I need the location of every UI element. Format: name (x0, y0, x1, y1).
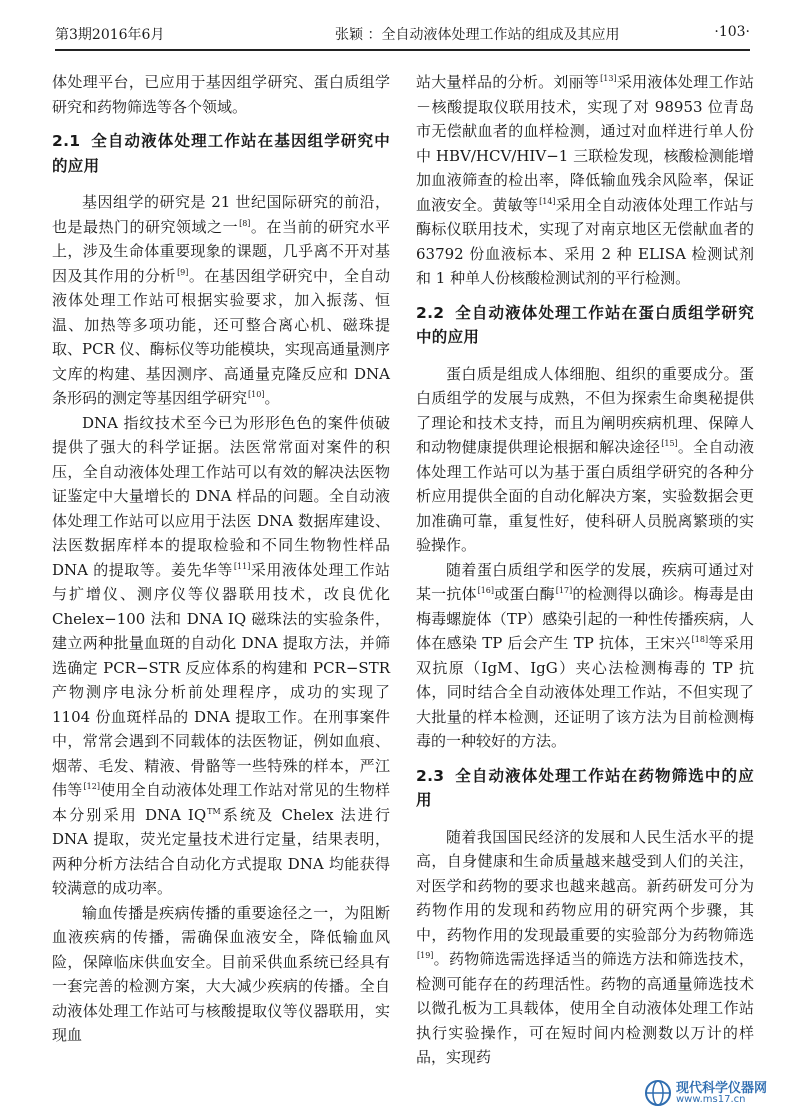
section-heading-2-3 (416, 764, 754, 813)
watermark-name: 现代科学仪器网 (676, 1081, 768, 1096)
text-run: 使用全自动液体处理工作站对常见的生物样本分别采用 DNA IQ (52, 781, 390, 824)
watermark[interactable] (640, 1075, 790, 1111)
section-number: 2.1 (52, 132, 81, 150)
text-run: 。全自动液体处理工作站可以为基于蛋白质组学研究的各种分析应用提供全面的自动化解决方案，实验数据会更加准确可靠，重复性好，使科研人员脱离繁琐的实验操作。 (416, 438, 754, 554)
section-number: 2.3 (416, 766, 445, 785)
header-rule (55, 49, 750, 51)
text-run: 或蛋白酶 (494, 585, 555, 603)
citation: [14] (539, 196, 556, 206)
citation: [9] (177, 267, 189, 277)
left-column (52, 70, 390, 1048)
text-run: 蛋白质是组成人体细胞、组织的重要成分。蛋白质组学的发展与成熟，不但为探索生命奥秘提供了理论和技术支持，而且为阐明疾病机理、保障人和动物健康提供理论根据和解决途径 (416, 364, 754, 456)
text-run: 随着我国国民经济的发展和人民生活水平的提高，自身健康和生命质量越来越受到人们的关注，对医学和药物的要求也越来越高。新药研发可分为药物作用的发现和药物应用的研究两个步骤，其中，药物作用的发现最重要的实验部分为药物筛选 (416, 827, 754, 944)
text-run: 。在当前的研究水平上，涉及生命体重要现象的课题，几乎离不开对基因及其作用的分析 (52, 217, 390, 285)
citation: [18] (691, 635, 709, 644)
trademark-mark: TM (207, 806, 221, 816)
text-run: 站大量样品的分析。刘丽等 (416, 73, 600, 91)
section-title: 全自动液体处理工作站在药物筛选中的应用 (416, 766, 754, 809)
article-running-title: 张颖 ：全自动液体处理工作站的组成及其应用 (335, 27, 620, 43)
section-title: 全自动液体处理工作站在基因组学研究中的应用 (52, 132, 390, 175)
text-run: 采用液体处理工作站与扩增仪、测序仪等仪器联用技术，改良优化 Chelex−100 法和 DNA IQ 磁珠法的实验条件，建立两种批量血斑的自动化 DNA 提取方法，并筛选确定 PCR−STR 反应体系的构建和 PCR−STR 产物测序电泳分析前处理程序，成功的实现了 1104 份血斑样品的 DNA 提取工作。在刑事案件中，常常会遇到不同载体的法医物证，例如血痕、烟蒂、毛发、精液、骨骼等一些特殊的样本，严江伟等 (52, 560, 390, 799)
watermark-url[interactable]: www.ms17.cn (676, 1094, 746, 1105)
text-run: 基因组学的研究是 21 世纪国际研究的前沿，也是最热门的研究领域之一 (52, 193, 390, 236)
citation: [11] (233, 561, 251, 571)
section-title: 全自动液体处理工作站在蛋白质组学研究中的应用 (416, 303, 754, 346)
section-number: 2.2 (416, 303, 445, 322)
section-heading-2-1 (52, 129, 390, 178)
text-run: 系统及 Chelex 法进行 DNA 提取，荧光定量技术进行定量，结果表明，两种分析方法结合自动化方式提取 DNA 均能获得较满意的成功率。 (52, 805, 391, 897)
citation: [8] (239, 218, 251, 228)
text-run: 。 (264, 389, 280, 407)
paragraph (52, 190, 390, 411)
issue-label: 第3期2016年6月 (55, 27, 165, 43)
text-run: 。药物筛选需选择适当的筛选方法和筛选技术，检测可能存在的药理活性。药物的高通量筛选技术以微孔板为工具载体，使用全自动液体处理工作站执行实验操作，可在短时间内检测数以万计的样品，实现药 (416, 950, 754, 1066)
citation: [17] (555, 586, 573, 595)
paragraph (416, 825, 754, 1070)
text-run: DNA 指纹技术至今已为形形色色的案件侦破提供了强大的科学证据。法医常常面对案件的积压，全自动液体处理工作站可以有效的解决法医物证鉴定中大量增长的 DNA 样品的问题。全自动液体处理工作站可以应用于法医 DNA 数据库建设、法医数据库样本的提取检验和不同生物物性样品 DNA 的提取等。姜先华等 (52, 413, 390, 579)
text-run: 。在基因组学研究中，全自动液体处理工作站可根据实验要求，加入振荡、恒温、加热等多项功能，还可整合离心机、磁珠提取、PCR 仪、酶标仪等功能模块，实现高通量测序文库的构建、基因测序、高通量克隆反应和 DNA 条形码的测定等基因组学研究 (52, 266, 390, 407)
citation: [16] (477, 586, 495, 595)
page-number: ·103· (714, 24, 750, 40)
text-run: 的检测得以确诊。梅毒是由梅毒螺旋体（TP）感染引起的一种性传播疾病，人体在感染 TP 后会产生 TP 抗体，王宋兴 (416, 585, 754, 652)
citation: [13] (600, 74, 617, 83)
running-header (55, 24, 750, 46)
text-run: 采用液体处理工作站－核酸提取仪联用技术，实现了对 98953 位青岛市无偿献血者的血样检测，通过对血样进行单人份中 HBV/HCV/HIV−1 三联检发现，核酸检测能增加血液筛查的检出率，降低输血残余风险率，保证血液安全。黄敏等 (416, 73, 754, 214)
paragraph (52, 411, 390, 901)
paragraph: 体处理平台，已应用于基因组学研究、蛋白质组学研究和药物筛选等各个领域。 (52, 73, 390, 116)
text-run: 随着蛋白质组学和医学的发展，疾病可通过对某一抗体 (416, 560, 754, 603)
paragraph: 输血传播是疾病传播的重要途径之一，为阻断血液疾病的传播，需确保血液安全，降低输血风险，保障临床供血安全。目前采供血系统已经具有一套完善的检测方案，大大减少疾病的传播。全自动液体处理工作站可与核酸提取仪等仪器联用，实现血 (52, 903, 390, 1044)
right-column (416, 70, 754, 1070)
paragraph (416, 70, 754, 291)
paragraph (416, 362, 754, 558)
text-run: 等采用双抗原（IgM、IgG）夹心法检测梅毒的 TP 抗体，同时结合全自动液体处理工作站，不但实现了大批量的样本检测，还证明了该方法为目前检测梅毒的一种较好的方法。 (416, 634, 754, 750)
globe-logo-icon (644, 1079, 672, 1107)
paragraph (416, 558, 754, 754)
citation: [19] (417, 951, 434, 960)
citation: [12] (83, 782, 100, 791)
text-run: 采用全自动液体处理工作站与酶标仪联用技术，实现了对南京地区无偿献血者的 63792 份血液标本、采用 2 种 ELISA 检测试剂和 1 种单人份核酸检测试剂的平行检测。 (416, 195, 754, 287)
citation: [15] (661, 439, 678, 448)
section-heading-2-2 (416, 301, 754, 350)
citation: [10] (248, 390, 265, 399)
